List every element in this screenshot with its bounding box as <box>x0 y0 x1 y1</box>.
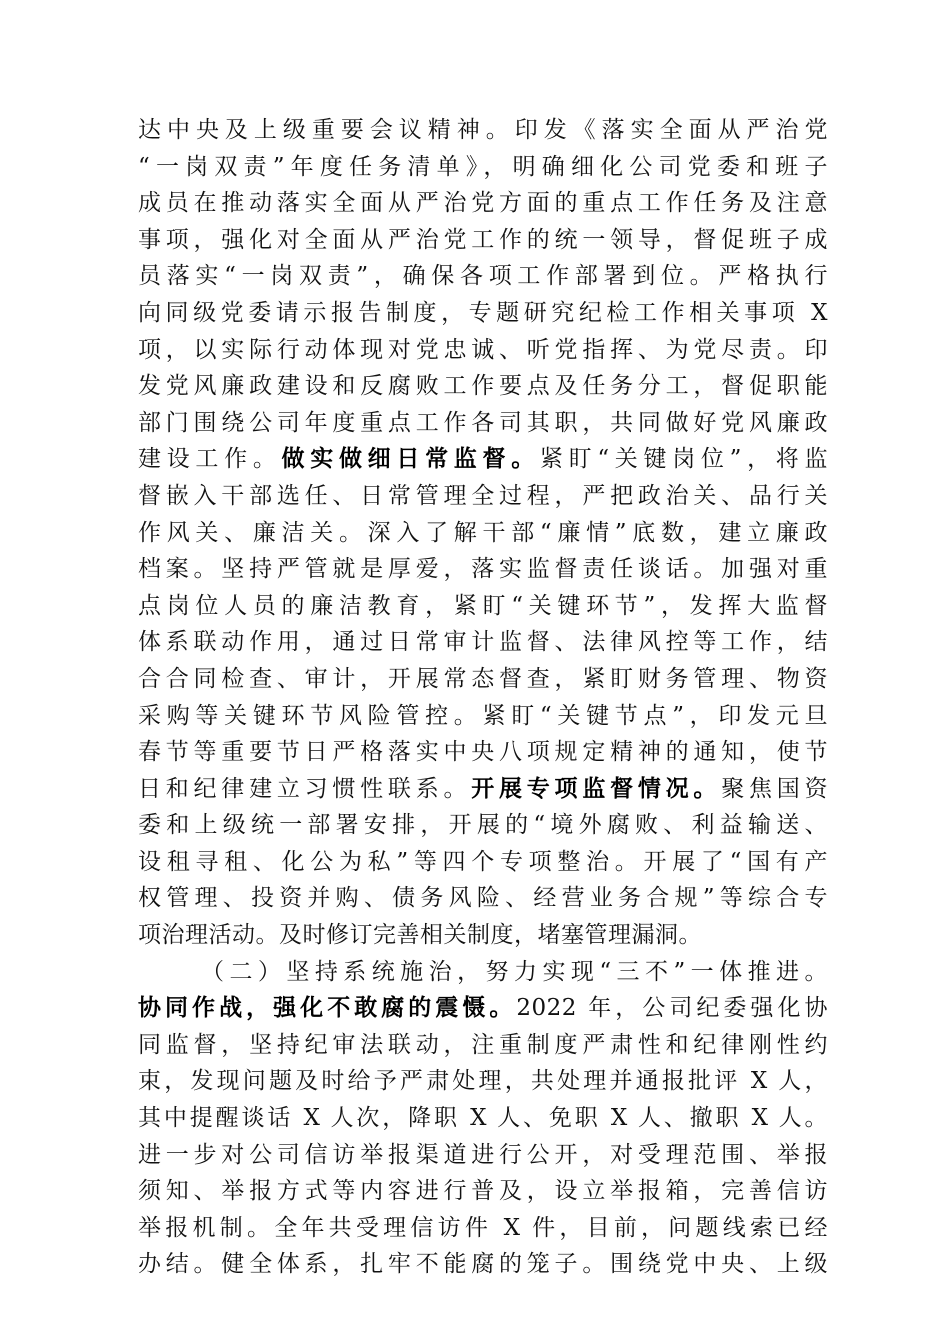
text-line <box>138 1063 828 1100</box>
text-line <box>138 734 828 771</box>
text-run: 合合同检查、审计，开展常态督查，紧盯财务管理、物资 <box>138 665 828 692</box>
text-run: 委和上级统一部署安排，开展的“境外腐败、利益输送、 <box>138 812 828 839</box>
text-run: 事项，强化对全面从严治党工作的统一领导，督促班子成 <box>138 226 828 253</box>
text-line <box>138 588 828 625</box>
text-run: 举报机制。全年共受理信访件 X 件，目前，问题线索已经 <box>138 1214 828 1241</box>
text-line <box>138 441 828 478</box>
text-line <box>138 1100 828 1137</box>
text-run: 采购等关键环节风险管控。紧盯“关键节点”，印发元旦 <box>138 702 828 729</box>
text-line <box>138 368 828 405</box>
text-line <box>138 222 828 259</box>
text-run: 点岗位人员的廉洁教育，紧盯“关键环节”，发挥大监督 <box>138 592 828 619</box>
text-line <box>138 990 828 1027</box>
bold-heading-run: 协同作战，强化不敢腐的震慑。 <box>138 994 517 1022</box>
text-run: 员落实“一岗双责”，确保各项工作部署到位。严格执行 <box>138 263 828 290</box>
text-line <box>138 917 828 954</box>
text-run: 同监督，坚持纪审法联动，注重制度严肃性和纪律刚性约 <box>138 1031 828 1058</box>
text-run: 紧盯“关键岗位”，将监 <box>539 446 829 473</box>
text-run: 办结。健全体系，扎牢不能腐的笼子。围绕党中央、上级 <box>138 1251 828 1278</box>
text-line <box>138 807 828 844</box>
text-line <box>138 1137 828 1174</box>
bold-heading-run: 做实做细日常监督。 <box>281 445 540 473</box>
text-run: 权管理、投资并购、债务风险、经营业务合规”等综合专 <box>138 885 828 912</box>
text-run: 向同级党委请示报告制度，专题研究纪检工作相关事项 X <box>138 299 828 326</box>
text-run: 其中提醒谈话 X 人次，降职 X 人、免职 X 人、撤职 X 人。 <box>138 1105 828 1132</box>
text-line <box>138 1027 828 1064</box>
text-line <box>138 295 828 332</box>
text-run: “一岗双责”年度任务清单》，明确细化公司党委和班子 <box>138 153 828 180</box>
text-run: 进一步对公司信访举报渠道进行公开，对受理范围、举报 <box>138 1141 828 1168</box>
text-line <box>138 258 828 295</box>
text-run: 档案。坚持严管就是厚爱，落实监督责任谈话。加强对重 <box>138 556 828 583</box>
text-run: 成员在推动落实全面从严治党方面的重点工作任务及注意 <box>138 190 828 217</box>
text-line <box>138 515 828 552</box>
text-line <box>138 698 828 735</box>
text-run: 须知、举报方式等内容进行普及，设立举报箱，完善信访 <box>138 1178 828 1205</box>
text-line <box>138 405 828 442</box>
text-line <box>138 624 828 661</box>
text-run: 发党风廉政建设和反腐败工作要点及任务分工，督促职能 <box>138 373 828 400</box>
text-run: 聚焦国资 <box>721 775 829 802</box>
text-line <box>138 332 828 369</box>
text-line <box>138 880 828 917</box>
text-line <box>138 112 828 149</box>
text-line <box>138 771 828 808</box>
text-run: 日和纪律建立习惯性联系。 <box>138 775 472 802</box>
text-run: 项治理活动。及时修订完善相关制度，堵塞管理漏洞。 <box>138 922 702 949</box>
text-run: 督嵌入干部选任、日常管理全过程，严把政治关、品行关 <box>138 482 828 509</box>
text-line <box>138 149 828 186</box>
text-run: 达中央及上级重要会议精神。印发《落实全面从严治党 <box>138 117 828 143</box>
text-run: 2022 年，公司纪委强化协 <box>516 995 828 1022</box>
text-run: 设租寻租、化公为私”等四个专项整治。开展了“国有产 <box>138 848 828 875</box>
text-line <box>138 185 828 222</box>
text-line <box>138 661 828 698</box>
text-line <box>138 478 828 515</box>
bold-heading-run: 开展专项监督情况。 <box>471 774 722 802</box>
text-line <box>138 1210 828 1247</box>
text-line <box>138 844 828 881</box>
text-line <box>138 1173 828 1210</box>
text-run: 部门围绕公司年度重点工作各司其职，共同做好党风廉政 <box>138 409 828 436</box>
body-text <box>138 112 828 1283</box>
text-run: 束，发现问题及时给予严肃处理，共处理并通报批评 X 人， <box>138 1068 828 1095</box>
text-run: 春节等重要节日严格落实中央八项规定精神的通知，使节 <box>138 739 828 766</box>
text-run: 体系联动作用，通过日常审计监督、法律风控等工作，结 <box>138 629 828 656</box>
text-line <box>138 954 828 991</box>
text-run: 作风关、廉洁关。深入了解干部“廉情”底数，建立廉政 <box>138 519 828 546</box>
text-run: 建设工作。 <box>138 446 282 473</box>
text-line <box>138 551 828 588</box>
text-run: 项，以实际行动体现对党忠诚、听党指挥、为党尽责。印 <box>138 336 828 363</box>
text-run: （二）坚持系统施治，努力实现“三不”一体推进。 <box>201 958 828 985</box>
text-line <box>138 1246 828 1283</box>
